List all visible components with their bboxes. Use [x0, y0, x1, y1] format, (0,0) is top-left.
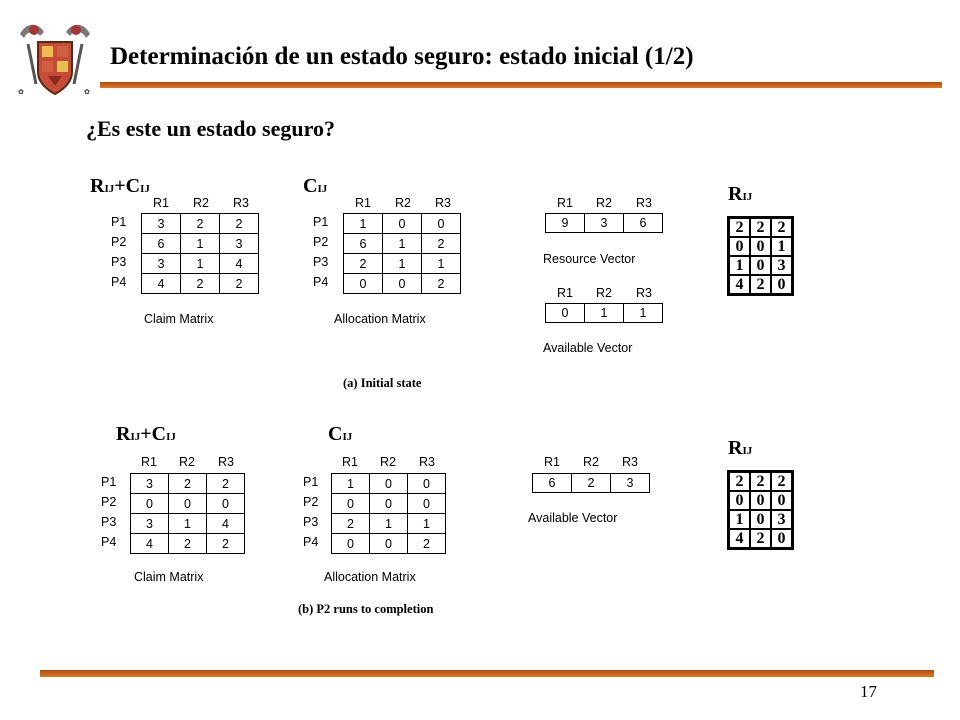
matrix-cell: 2	[169, 534, 206, 553]
matrix-cell: 0	[332, 534, 369, 553]
label-rc-b	[116, 423, 176, 446]
matrix-cell: 2	[207, 474, 244, 493]
column-header: R1	[557, 196, 573, 210]
row-header: P3	[313, 255, 329, 269]
label-part: IJ	[166, 431, 176, 443]
label-c-b	[328, 423, 352, 446]
matrix-cell: 2	[332, 514, 369, 533]
column-header: R2	[583, 455, 599, 469]
matrix-cell: 0	[344, 274, 382, 293]
label-part: IJ	[742, 445, 753, 457]
matrix-cell: 6	[344, 234, 382, 253]
label-part: +C	[140, 423, 167, 445]
matrix-cell: 0	[370, 474, 407, 493]
label-part: IJ	[140, 183, 150, 195]
label-part: IJ	[104, 183, 115, 195]
matrix-cell: 3	[611, 474, 649, 492]
university-crest-logo	[14, 14, 96, 98]
matrix-cell: 2	[750, 275, 771, 294]
column-header: R2	[193, 196, 209, 210]
matrix-cell: 3	[771, 256, 792, 275]
matrix-cell: 3	[142, 254, 180, 273]
available-vector-b	[528, 452, 668, 532]
matrix-cell: 2	[729, 472, 750, 491]
claim-caption-b: Claim Matrix	[134, 570, 204, 584]
label-r-a	[728, 183, 752, 206]
row-header: P4	[111, 275, 127, 289]
claim-matrix-b	[98, 452, 258, 592]
matrix-cell: 1	[729, 510, 750, 529]
resource-caption-a: Resource Vector	[543, 252, 636, 266]
available-caption-a: Available Vector	[543, 341, 633, 355]
matrix-cell: 1	[408, 514, 445, 533]
row-header: P2	[111, 235, 127, 249]
allocation-matrix-a	[310, 194, 470, 334]
matrix-cell: 0	[546, 304, 584, 322]
matrix-cell: 1	[370, 514, 407, 533]
matrix-cell: 2	[181, 214, 219, 233]
header-divider	[100, 82, 942, 88]
matrix-cell: 1	[181, 234, 219, 253]
matrix-cell: 9	[546, 214, 584, 232]
label-part: IJ	[342, 431, 353, 443]
matrix-cell: 2	[344, 254, 382, 273]
matrix-cell: 0	[370, 534, 407, 553]
label-part: R	[116, 423, 131, 445]
matrix-cell: 2	[750, 529, 771, 548]
matrix-cell: 4	[131, 534, 168, 553]
label-part: C	[303, 175, 318, 197]
column-header: R3	[419, 455, 435, 469]
matrix-cell: 1	[729, 256, 750, 275]
label-part: C	[328, 423, 343, 445]
matrix-cell: 1	[383, 254, 421, 273]
matrix-cell: 0	[422, 214, 460, 233]
matrix-cell: 1	[771, 237, 792, 256]
matrix-cell: 4	[220, 254, 258, 273]
matrix-cell: 0	[771, 275, 792, 294]
claim-caption-a: Claim Matrix	[144, 312, 214, 326]
matrix-cell: 2	[220, 274, 258, 293]
matrix-cell: 1	[332, 474, 369, 493]
row-header: P4	[313, 275, 329, 289]
matrix-cell: 2	[422, 274, 460, 293]
claim-grid-b	[130, 473, 245, 554]
matrix-cell: 3	[220, 234, 258, 253]
allocation-grid-a	[343, 213, 461, 294]
need-matrix-a	[727, 216, 794, 296]
label-part: IJ	[130, 431, 141, 443]
available-grid-b	[532, 473, 650, 493]
column-header: R1	[153, 196, 169, 210]
matrix-cell: 3	[131, 514, 168, 533]
row-header: P1	[111, 215, 127, 229]
matrix-cell: 0	[383, 214, 421, 233]
matrix-cell: 2	[181, 274, 219, 293]
row-header: P2	[313, 235, 329, 249]
allocation-caption-a: Allocation Matrix	[334, 312, 426, 326]
matrix-cell: 0	[750, 256, 771, 275]
row-header: P4	[303, 535, 319, 549]
label-part: R	[90, 175, 105, 197]
label-part: IJ	[317, 183, 328, 195]
matrix-cell: 2	[771, 472, 792, 491]
label-part: R	[728, 437, 743, 459]
row-header: P1	[303, 475, 319, 489]
matrix-cell: 4	[207, 514, 244, 533]
matrix-cell: 2	[207, 534, 244, 553]
matrix-cell: 3	[585, 214, 623, 232]
svg-text:✿: ✿	[84, 88, 90, 96]
column-header: R2	[596, 196, 612, 210]
column-header: R2	[380, 455, 396, 469]
matrix-cell: 6	[533, 474, 571, 492]
column-header: R1	[141, 455, 157, 469]
row-header: P1	[101, 475, 117, 489]
slide-title: Determinación de un estado seguro: estado inicial (1/2)	[110, 43, 694, 70]
matrix-cell: 1	[383, 234, 421, 253]
column-header: R1	[342, 455, 358, 469]
matrix-cell: 0	[750, 237, 771, 256]
matrix-cell: 6	[142, 234, 180, 253]
matrix-cell: 2	[408, 534, 445, 553]
matrix-cell: 1	[422, 254, 460, 273]
column-header: R3	[218, 455, 234, 469]
matrix-cell: 2	[169, 474, 206, 493]
allocation-caption-b: Allocation Matrix	[324, 570, 416, 584]
claim-matrix-a	[108, 194, 268, 334]
matrix-cell: 1	[181, 254, 219, 273]
matrix-cell: 2	[220, 214, 258, 233]
matrix-cell: 2	[572, 474, 610, 492]
matrix-cell: 1	[169, 514, 206, 533]
matrix-cell: 2	[750, 218, 771, 237]
state-caption-b: (b) P2 runs to completion	[298, 602, 434, 616]
matrix-cell: 4	[729, 275, 750, 294]
matrix-cell: 0	[332, 494, 369, 513]
column-header: R3	[622, 455, 638, 469]
page-number: 17	[860, 682, 877, 701]
matrix-cell: 0	[408, 494, 445, 513]
need-matrix-b	[727, 470, 794, 550]
column-header: R2	[395, 196, 411, 210]
matrix-cell: 0	[408, 474, 445, 493]
label-part: IJ	[742, 191, 753, 203]
available-vector-a	[540, 284, 680, 364]
row-header: P2	[303, 495, 319, 509]
matrix-cell: 2	[750, 472, 771, 491]
matrix-cell: 1	[624, 304, 662, 322]
matrix-cell: 3	[771, 510, 792, 529]
matrix-cell: 2	[422, 234, 460, 253]
column-header: R3	[233, 196, 249, 210]
allocation-grid-b	[331, 473, 446, 554]
matrix-cell: 0	[750, 510, 771, 529]
column-header: R1	[557, 286, 573, 300]
column-header: R3	[636, 196, 652, 210]
matrix-cell: 0	[750, 491, 771, 510]
claim-grid-a	[141, 213, 259, 294]
row-header: P1	[313, 215, 329, 229]
matrix-cell: 1	[344, 214, 382, 233]
row-header: P3	[101, 515, 117, 529]
matrix-cell: 2	[729, 218, 750, 237]
resource-vector-a	[540, 194, 680, 274]
footer-divider	[40, 670, 934, 677]
column-header: R3	[435, 196, 451, 210]
column-header: R2	[179, 455, 195, 469]
state-caption-a: (a) Initial state	[343, 376, 422, 390]
matrix-cell: 2	[771, 218, 792, 237]
matrix-cell: 0	[169, 494, 206, 513]
matrix-cell: 6	[624, 214, 662, 232]
available-grid-a	[545, 303, 663, 323]
column-header: R2	[596, 286, 612, 300]
row-header: P2	[101, 495, 117, 509]
column-header: R1	[544, 455, 560, 469]
row-header: P3	[303, 515, 319, 529]
available-caption-b: Available Vector	[528, 511, 618, 525]
matrix-cell: 3	[142, 214, 180, 233]
matrix-cell: 0	[131, 494, 168, 513]
column-header: R3	[636, 286, 652, 300]
allocation-matrix-b	[300, 452, 460, 592]
matrix-cell: 4	[142, 274, 180, 293]
matrix-cell: 4	[729, 529, 750, 548]
column-header: R1	[355, 196, 371, 210]
label-r-b	[728, 437, 752, 460]
matrix-cell: 0	[729, 237, 750, 256]
label-part: R	[728, 183, 743, 205]
matrix-cell: 0	[729, 491, 750, 510]
resource-grid-a	[545, 213, 663, 233]
row-header: P4	[101, 535, 117, 549]
matrix-cell: 0	[771, 491, 792, 510]
matrix-cell: 0	[207, 494, 244, 513]
matrix-cell: 0	[771, 529, 792, 548]
label-part: +C	[114, 175, 141, 197]
matrix-cell: 3	[131, 474, 168, 493]
slide-question: ¿Es este un estado seguro?	[86, 116, 335, 141]
matrix-cell: 1	[585, 304, 623, 322]
row-header: P3	[111, 255, 127, 269]
matrix-cell: 0	[370, 494, 407, 513]
svg-text:✿: ✿	[18, 88, 24, 96]
matrix-cell: 0	[383, 274, 421, 293]
